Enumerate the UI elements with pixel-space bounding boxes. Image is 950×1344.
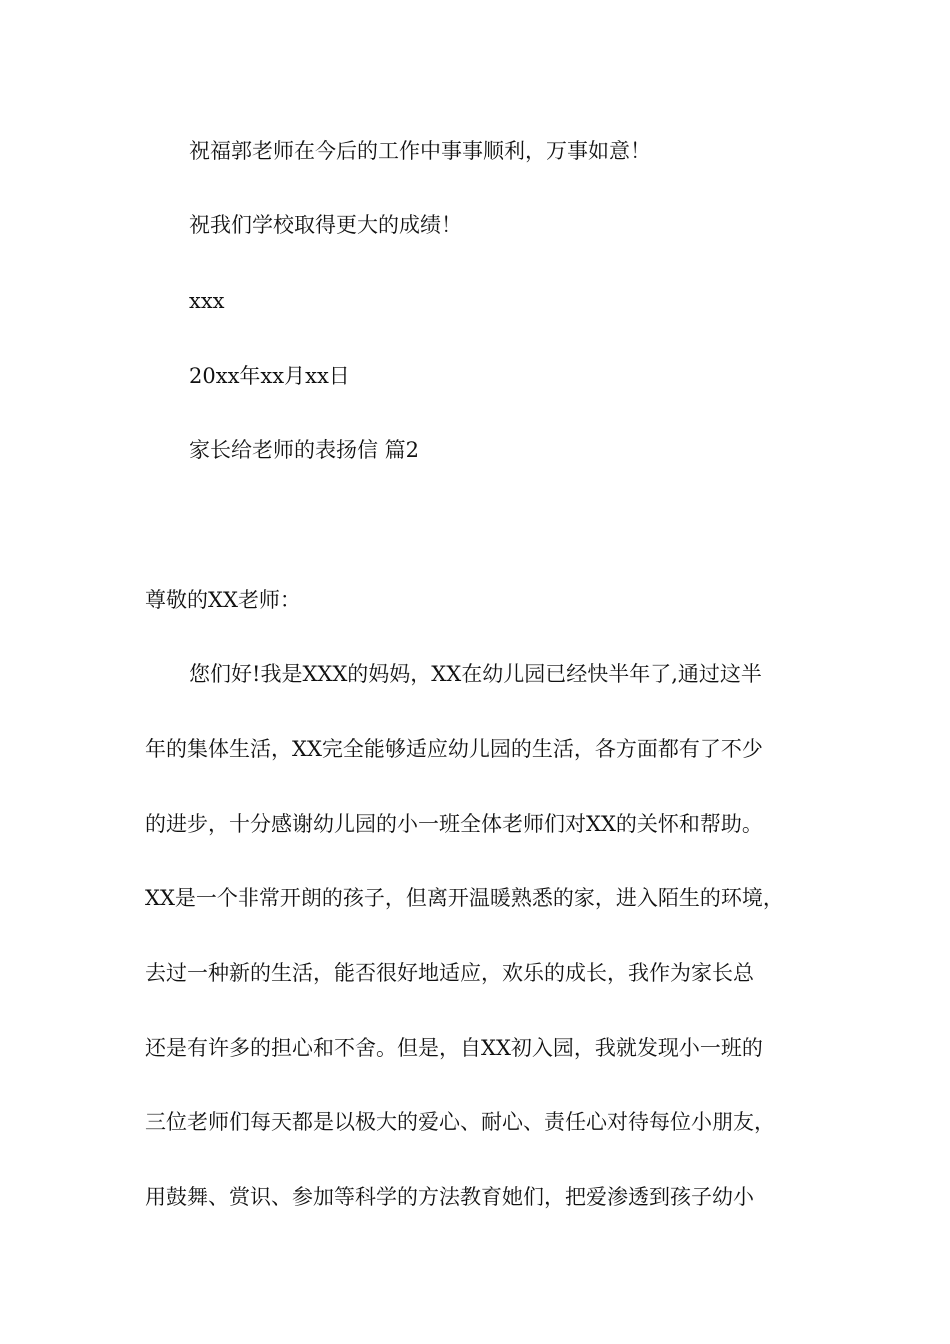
body-line-1: 您们好!我是XXX的妈妈，XX在幼儿园已经快半年了,通过这半 — [189, 662, 762, 686]
body-line-7: 三位老师们每天都是以极大的爱心、耐心、责任心对待每位小朋友， — [145, 1110, 775, 1134]
body-line-3: 的进步，十分感谢幼儿园的小一班全体老师们对XX的关怀和帮助。 — [145, 812, 763, 836]
body-line-4: XX是一个非常开朗的孩子，但离开温暖熟悉的家，进入陌生的环境， — [145, 886, 784, 910]
signature: xxx — [189, 289, 225, 313]
body-line-6: 还是有许多的担心和不舍。但是，自XX初入园，我就发现小一班的 — [145, 1036, 763, 1060]
date: 20xx年xx月xx日 — [189, 364, 350, 388]
closing-line-1: 祝福郭老师在今后的工作中事事顺利，万事如意！ — [189, 139, 651, 163]
body-line-5: 去过一种新的生活，能否很好地适应，欢乐的成长，我作为家长总 — [145, 961, 754, 985]
closing-line-2: 祝我们学校取得更大的成绩！ — [189, 213, 462, 237]
body-line-2: 年的集体生活，XX完全能够适应幼儿园的生活，各方面都有了不少 — [145, 737, 763, 761]
section-title: 家长给老师的表扬信 篇2 — [189, 438, 420, 462]
body-line-8: 用鼓舞、赏识、参加等科学的方法教育她们，把爱渗透到孩子幼小 — [145, 1185, 754, 1209]
salutation: 尊敬的XX老师： — [145, 588, 301, 612]
